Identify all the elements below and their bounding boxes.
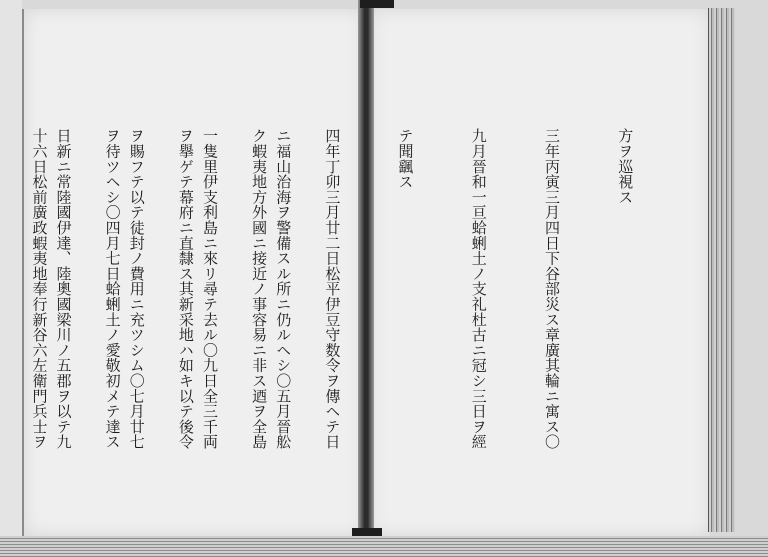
binding-clip-top (360, 0, 394, 8)
text-column: 三年丙寅三月四日下谷部災ス章廣其輪ニ寓ス〇 (542, 128, 561, 450)
text-column: ヲ待ツヘシ〇四月七日蛤蜊土ノ愛敬初メテ達ス (103, 128, 122, 450)
text-column: 一隻里伊支利島ニ來リ尋テ去ル〇九日全三千両 (200, 128, 219, 450)
text-column: ニ福山治海ヲ警備スル所ニ仍ルヘシ〇五月晉舩 (274, 128, 293, 450)
text-column: 方ヲ巡視ス (616, 128, 635, 205)
text-column: 十六日松前廣政蝦夷地奉行新谷六左衛門兵士ヲ (30, 128, 49, 450)
text-column: ヲ賜フテ以テ徒封ノ費用ニ充ツシム〇七月廿七 (127, 128, 146, 450)
left-page-text (54, 128, 344, 508)
text-column: 九月晉和一亘蛤蜊土ノ支礼杜古ニ冠シ三日ヲ經 (469, 128, 488, 450)
page-stack-edge (708, 8, 735, 532)
text-column: ク蝦夷地方外國ニ接近ノ事容易ニ非ス迺ヲ全島 (250, 128, 269, 450)
text-column: 日新ニ常陸國伊達、陸奧國梁川ノ五郡ヲ以テ九 (54, 128, 73, 450)
text-column: テ聞颻ス (396, 128, 415, 190)
text-column: 四年丁卯三月廿二日松平伊豆守数令ヲ傳ヘテ日 (323, 128, 342, 450)
page-stack-bottom (0, 536, 768, 557)
text-column (0, 128, 2, 508)
text-column: ヲ擧ゲテ幕府ニ直隸ス其新采地ハ如キ以テ後令 (176, 128, 195, 450)
